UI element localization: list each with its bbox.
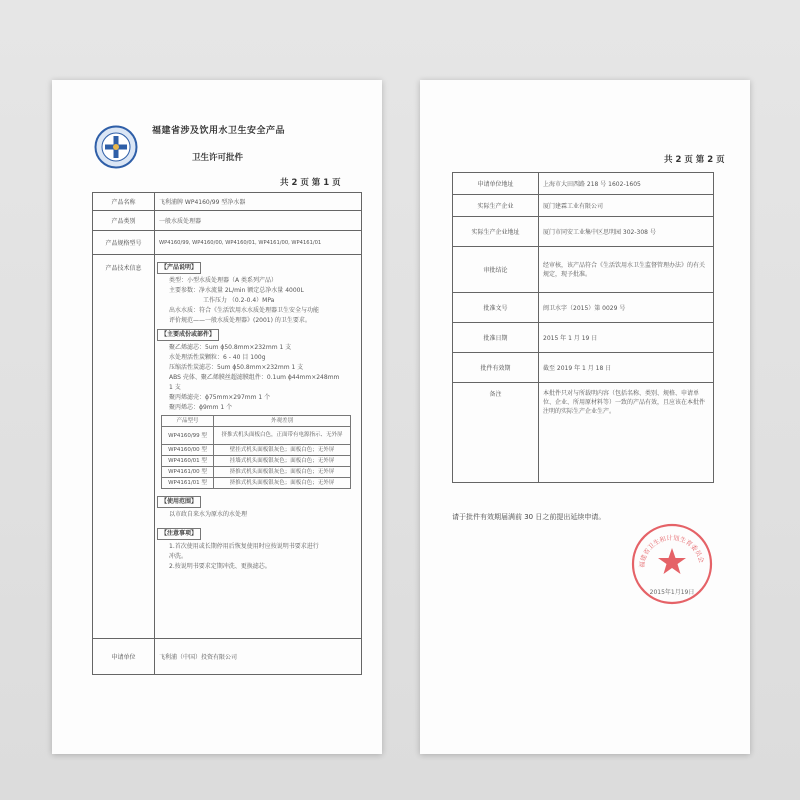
health-emblem-icon	[94, 125, 138, 169]
value-product-name: 飞利浦牌 WP4160/99 型净水器	[155, 193, 362, 211]
desc-line: 出水水质：符合《生活饮用水水质处理器卫生安全与功能	[169, 307, 320, 314]
parts-line: 聚丙烯滤壳：ϕ75mm×297mm 1 个	[169, 394, 271, 401]
parts-line: 1 支	[169, 384, 181, 391]
value-manufacturer-address: 厦门市同安工业集中区思明园 302-308 号	[539, 217, 714, 247]
label-manufacturer-address: 实际生产企业地址	[453, 217, 539, 247]
label-product-category: 产品类别	[93, 211, 155, 231]
notes-line: 2.按说明书要求定期冲洗、更换滤芯。	[169, 563, 271, 570]
value-validity: 截至 2019 年 1 月 18 日	[539, 353, 714, 383]
model-table-cell: WP4160/01 型	[162, 456, 214, 467]
model-table-cell: WP4161/01 型	[162, 478, 214, 489]
value-manufacturer: 厦门建霖工业有限公司	[539, 195, 714, 217]
label-manufacturer: 实际生产企业	[453, 195, 539, 217]
label-validity: 批件有效期	[453, 353, 539, 383]
label-product-models: 产品规格型号	[93, 231, 155, 255]
value-applicant: 飞利浦（中国）投资有限公司	[155, 639, 362, 675]
permit-table-1	[92, 192, 362, 675]
model-table-cell: WP4161/00 型	[162, 467, 214, 478]
model-table-header: 外观差别	[214, 416, 351, 427]
value-approval-date: 2015 年 1 月 19 日	[539, 323, 714, 353]
parts-line: 聚丙烯芯：ϕ9mm 1 个	[169, 404, 233, 411]
parts-line: 压缩活性炭滤芯：5um ϕ50.8mm×232mm 1 支	[169, 364, 304, 371]
permit-page-2	[420, 80, 750, 754]
document-title: 福建省涉及饮用水卫生安全产品	[152, 126, 286, 136]
label-applicant: 申请单位	[93, 639, 155, 675]
desc-line: 主要参数：净水流量 2L/min 额定总净水量 4000L	[169, 287, 304, 294]
label-approval-date: 批准日期	[453, 323, 539, 353]
notes-line: 1.首次使用或长期停用后恢复使用时应按说明书要求进行	[169, 543, 319, 550]
desc-line: 类型：小型水质处理器（A 类系列产品）	[169, 277, 278, 284]
model-table-cell: WP4160/99 型	[162, 427, 214, 445]
model-table-header: 产品型号	[162, 416, 214, 427]
model-table-cell: 壁挂式机头面板银灰色；面板白色；无外屏	[214, 445, 351, 456]
value-product-category: 一般水质处理器	[155, 211, 362, 231]
section-heading-description: 【产品说明】	[157, 262, 201, 274]
label-product-name: 产品名称	[93, 193, 155, 211]
usage-line: 以市政自来水为原水的水处理	[169, 511, 248, 518]
label-conclusion: 审批结论	[453, 247, 539, 293]
model-table-cell: WP4160/00 型	[162, 445, 214, 456]
section-heading-components: 【主要成份或部件】	[157, 329, 219, 341]
model-difference-table	[161, 415, 351, 489]
seal-date: 2015年1月19日	[649, 589, 695, 596]
permit-page-1	[52, 80, 382, 754]
model-table-cell: 挤推式机头面板白色，正面带有电源指示、无外屏	[214, 427, 351, 445]
desc-line: 工作压力 （0.2-0.4）MPa	[203, 297, 275, 304]
value-conclusion: 经审核，该产品符合《生活饮用水卫生监督管理办法》的有关规定，现予批准。	[539, 247, 714, 293]
value-approval-number: 闽卫水字（2015）第 0029 号	[539, 293, 714, 323]
value-applicant-address: 上海市大田西路 218 号 1602-1605	[539, 173, 714, 195]
official-seal-icon	[630, 522, 714, 606]
label-approval-number: 批准文号	[453, 293, 539, 323]
tech-specs-detail	[155, 255, 362, 639]
section-heading-notes: 【注意事项】	[157, 528, 201, 540]
notes-line: 冲洗。	[169, 553, 188, 560]
desc-line: 评价规范——一般水质处理器》(2001) 的卫生要求。	[169, 317, 311, 324]
label-tech-specs: 产品技术信息	[93, 255, 155, 639]
page-number: 共 2 页 第 2 页	[664, 155, 725, 165]
model-table-cell: 挤推式机头面板银灰色；面板白色；无外屏	[214, 467, 351, 478]
model-table-cell: 挂墙式机头面板银灰色；面板白色；无外屏	[214, 456, 351, 467]
parts-line: 水处理活性炭颗粒：6 - 40 目 100g	[169, 354, 266, 361]
value-product-models: WP4160/99, WP4160/00, WP4160/01, WP4161/00, WP4161/01	[155, 231, 362, 255]
label-remarks: 备注	[453, 383, 539, 483]
document-subtitle: 卫生许可批件	[192, 153, 244, 163]
section-heading-usage: 【使用范围】	[157, 496, 201, 508]
seal-text: 福建省卫生和计划生育委员会	[637, 533, 706, 569]
label-applicant-address: 申请单位地址	[453, 173, 539, 195]
model-table-cell: 挤推式机头面板银灰色；面板白色；无外屏	[214, 478, 351, 489]
parts-line: ABS 壳体、聚乙烯膜丝超滤膜组件：0.1um ϕ44mm×248mm	[169, 374, 340, 381]
parts-line: 聚乙烯滤芯：5um ϕ50.8mm×232mm 1 支	[169, 344, 292, 351]
page-number: 共 2 页 第 1 页	[280, 178, 341, 188]
renewal-note: 请于批件有效期届满前 30 日之前提出延续申请。	[452, 513, 606, 521]
permit-table-2	[452, 172, 714, 483]
value-remarks: 本批件只对与所载明内容（包括名称、类别、规格、申请单位、企业、所用原材料等）一致的产品有效，且应该在本批件注明的实际生产企业生产。	[539, 383, 714, 483]
